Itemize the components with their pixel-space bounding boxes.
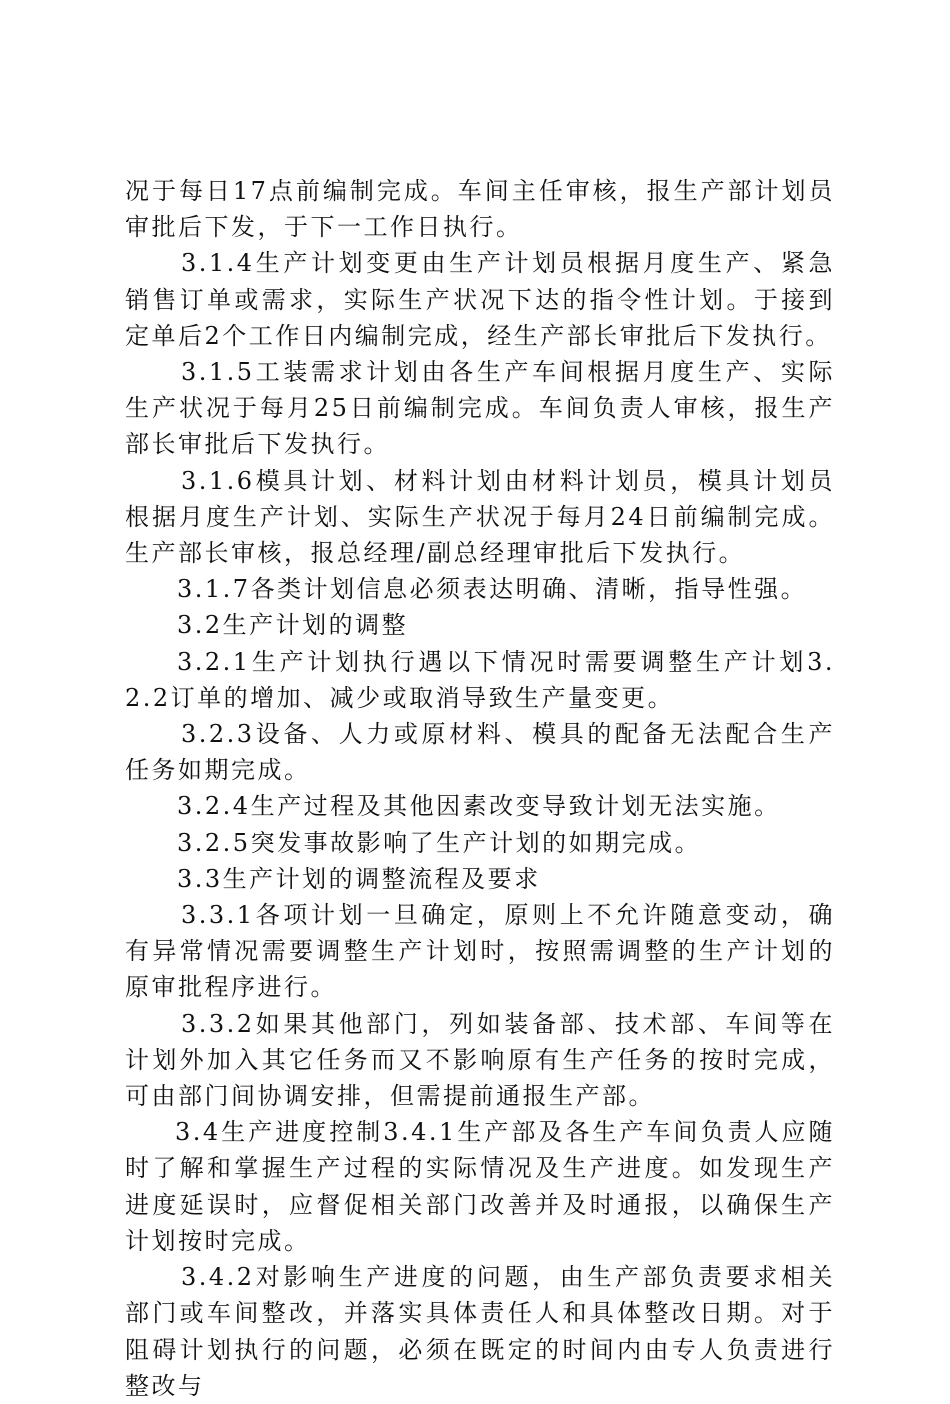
paragraph-3-1-4: 3.1.4生产计划变更由生产计划员根据月度生产、紧急销售订单或需求，实际生产状况下达的指令性计划。于接到定单后2个工作日内编制完成，经生产部长审批后下发执行。 <box>125 249 835 350</box>
paragraph-continued: 况于每日17点前编制完成。车间主任审核，报生产部计划员审批后下发，于下一工作日执行。 <box>125 177 835 242</box>
paragraph-3-4: 3.4生产进度控制3.4.1生产部及各生产车间负责人应随时了解和掌握生产过程的实际情况及生产进度。如发现生产进度延误时，应督促相关部门改善并及时通报，以确保生产计划按时完成。 <box>125 1118 835 1255</box>
document-body <box>125 173 835 1404</box>
paragraph-3-3-1: 3.3.1各项计划一旦确定，原则上不允许随意变动，确有异常情况需要调整生产计划时，按照需调整的生产计划的原审批程序进行。 <box>125 901 835 1002</box>
paragraph-3-3-2: 3.3.2如果其他部门，列如装备部、技术部、车间等在计划外加入其它任务而又不影响原有生产任务的按时完成，可由部门间协调安排，但需提前通报生产部。 <box>125 1009 835 1111</box>
heading-3-3: 3.3生产计划的调整流程及要求 <box>177 864 541 893</box>
heading-3-2: 3.2生产计划的调整 <box>177 611 409 640</box>
paragraph-3-2-4: 3.2.4生产过程及其他因素改变导致计划无法实施。 <box>177 792 781 821</box>
paragraph-3-1-7: 3.1.7各类计划信息必须表达明确、清晰，指导性强。 <box>177 575 808 604</box>
paragraph-3-2-5: 3.2.5突发事故影响了生产计划的如期完成。 <box>177 828 702 857</box>
paragraph-3-4-2: 3.4.2对影响生产进度的问题，由生产部负责要求相关部门或车间整改，并落实具体责任人和具体整改日期。对于阻碍计划执行的问题，必须在既定的时间内由专人负责进行整改与 <box>125 1263 835 1400</box>
paragraph-3-1-6: 3.1.6模具计划、材料计划由材料计划员，模具计划员根据月度生产计划、实际生产状况于每月24日前编制完成。生产部长审核，报总经理/副总经理审批后下发执行。 <box>125 466 835 568</box>
paragraph-3-2-1: 3.2.1生产计划执行遇以下情况时需要调整生产计划3.2.2订单的增加、减少或取消导致生产量变更。 <box>125 647 835 712</box>
paragraph-3-2-3: 3.2.3设备、人力或原材料、模具的配备无法配合生产任务如期完成。 <box>125 720 835 785</box>
paragraph-3-1-5: 3.1.5工装需求计划由各生产车间根据月度生产、实际生产状况于每月25日前编制完成。车间负责人审核，报生产部长审批后下发执行。 <box>125 358 835 459</box>
